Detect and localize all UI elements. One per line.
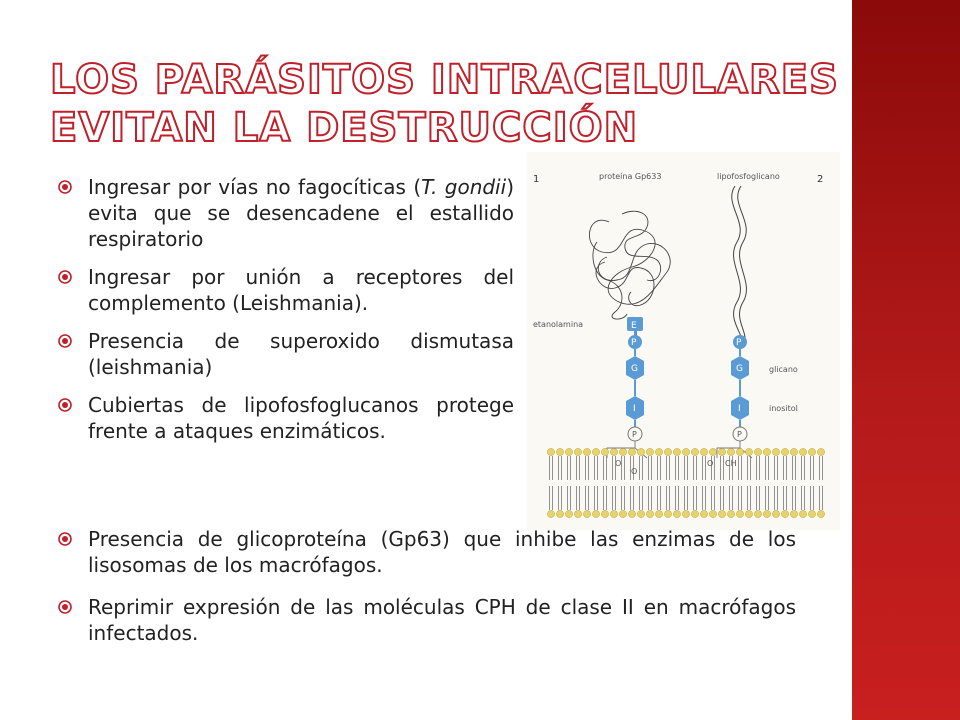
membrane-o-label: O [615,459,622,468]
label-etanolamina: etanolamina [533,320,584,329]
node-i-label: I [633,404,636,414]
bullet-item-lipophosphoglycan [58,392,514,444]
bullet-text: Ingresar por unión a receptores del complemento (Leishmania). [88,265,514,315]
lipophosphoglycan-strand [732,186,747,347]
decorative-side-bar [852,0,960,720]
bullet-text-before: Ingresar por vías no fagocíticas ( [88,175,422,199]
label-lipofosfoglicano: lipofosfoglicano [717,172,780,181]
bullet-text-after: ) evita que se desencadene el estallido respiratorio [88,175,514,251]
membrane-o-label: O [631,467,638,476]
membrane-ch-label: CH [725,459,737,468]
lipid-bilayer [547,448,824,517]
bullet-item-complement [58,264,514,316]
bullet-item-superoxide [58,328,514,380]
circle-bullet-icon [58,334,72,348]
bullet-item-mhc-class-ii [58,594,796,646]
node-i-label: I [738,404,741,414]
membrane-o-label: O [707,459,714,468]
node-p-label: P [632,430,637,439]
bullet-item-gp63 [58,526,796,578]
circle-bullet-icon [58,270,72,284]
circle-bullet-icon [58,600,72,614]
node-g-label: G [736,364,743,374]
bullet-text-species: T. gondii [421,175,507,199]
gp63-lpg-diagram [527,152,840,530]
figure-number-1: 1 [533,174,540,185]
node-p-label: P [736,338,742,348]
bullet-text: Cubiertas de lipofosfoglucanos protege frente a ataques enzimáticos. [88,393,514,443]
bullet-text: Presencia de glicoproteína (Gp63) que inhibe las enzimas de los lisosomas de los macrófagos. [88,527,796,577]
bottom-bullet-list [58,526,796,662]
circle-bullet-icon [58,532,72,546]
circle-bullet-icon [58,180,72,194]
label-inositol: inositol [769,404,798,413]
circle-bullet-icon [58,398,72,412]
node-p-label: P [631,338,637,348]
figure-number-2: 2 [817,174,824,185]
slide-title: LOS PARÁSITOS INTRACELULARES EVITAN LA DESTRUCCIÓN [50,57,839,151]
bullet-item-non-phagocytic [58,174,514,252]
label-protein-gp633: proteína Gp633 [599,172,662,181]
label-glicano: glicano [769,365,798,374]
top-bullet-list [58,174,514,456]
node-e-label: E [631,321,637,331]
bullet-text: Presencia de superoxido dismutasa (leishmania) [88,329,514,379]
bullet-text: Reprimir expresión de las moléculas CPH de clase II en macrófagos infectados. [88,595,796,645]
node-g-label: G [631,364,638,374]
node-p-label: P [737,430,742,439]
